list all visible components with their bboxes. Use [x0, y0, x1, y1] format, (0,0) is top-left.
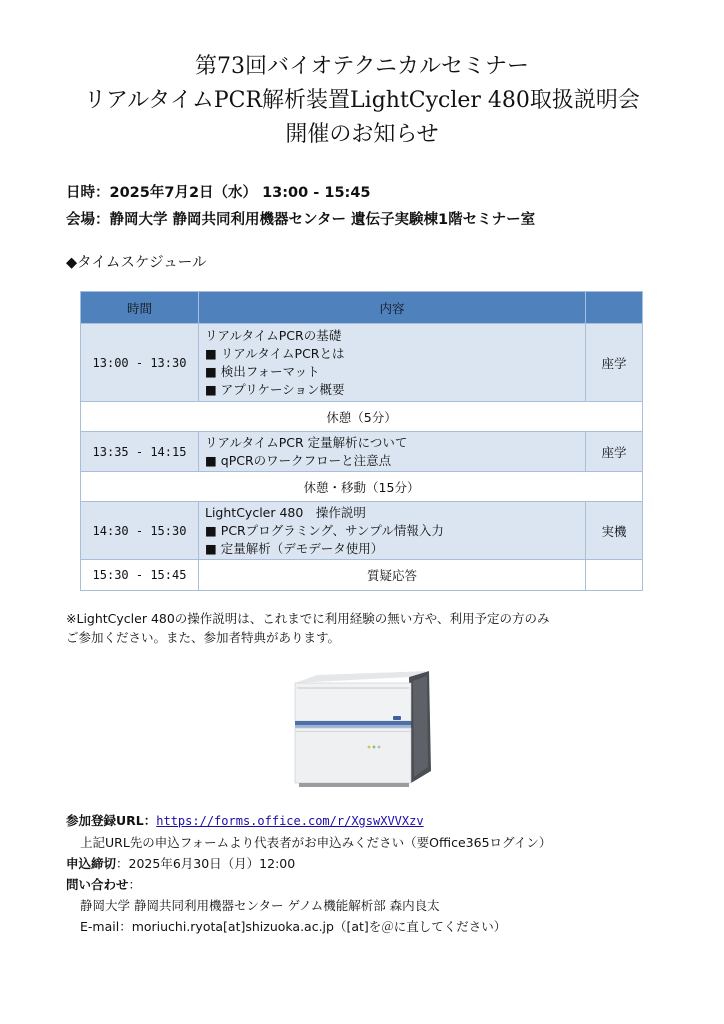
row-content: [199, 432, 586, 472]
content-line: ■ アプリケーション概要: [205, 381, 345, 397]
table-row: [81, 324, 643, 402]
note-line-1: ※LightCycler 480の操作説明は、これまでに利用経験の無い方や、利用予定の方のみ: [66, 611, 550, 626]
deadline-label: 申込締切: [66, 856, 117, 871]
title-line-2: リアルタイムPCR解析装置LightCycler 480取扱説明会: [84, 88, 640, 113]
content-line: リアルタイムPCR 定量解析について: [205, 434, 408, 450]
break-label: 休憩・移動（15分）: [81, 472, 643, 502]
schedule-table: [80, 291, 643, 591]
registration-note: 上記URL先の申込フォームより代表者がお申込みください（要Office365ログイン）: [80, 835, 552, 850]
title-line-3: 開催のお知らせ: [285, 122, 439, 147]
row-time: 15:30 - 15:45: [81, 560, 199, 591]
registration-label: 参加登録URL：: [66, 813, 157, 828]
contact-label: 問い合わせ: [66, 877, 129, 892]
title-line-1: 第73回バイオテクニカルセミナー: [194, 54, 529, 79]
registration-link[interactable]: https://forms.office.com/r/XgswXVVXzv: [156, 814, 424, 828]
row-time: 13:35 - 14:15: [81, 432, 199, 472]
header-time: 時間: [81, 292, 199, 324]
content-line: ■ PCRプログラミング、サンプル情報入力: [205, 522, 444, 538]
event-datetime: 日時：2025年7月2日（水） 13:00 - 15:45: [66, 185, 371, 201]
table-row: [81, 502, 643, 560]
row-kind: 実機: [586, 502, 643, 560]
table-row: [81, 560, 643, 591]
deadline-value: ：2025年6月30日（月）12:00: [116, 856, 296, 871]
table-row: [81, 432, 643, 472]
content-line: ■ 定量解析（デモデータ使用）: [205, 540, 384, 556]
schedule-heading: ◆タイムスケジュール: [66, 255, 207, 271]
row-kind: 座学: [586, 432, 643, 472]
document-title: [0, 50, 724, 152]
row-time: 13:00 - 13:30: [81, 324, 199, 402]
note-line-2: ご参加ください。また、参加者特典があります。: [66, 630, 341, 645]
row-kind: [586, 560, 643, 591]
content-line: リアルタイムPCRの基礎: [205, 327, 342, 343]
participation-note: [66, 609, 646, 647]
break-label: 休憩（5分）: [81, 402, 643, 432]
header-content: 内容: [199, 292, 586, 324]
row-content: 質疑応答: [199, 560, 586, 591]
row-time: 14:30 - 15:30: [81, 502, 199, 560]
table-row-break: [81, 402, 643, 432]
event-info: [66, 180, 535, 234]
content-line: ■ リアルタイムPCRとは: [205, 345, 345, 361]
row-kind: 座学: [586, 324, 643, 402]
lightcycler-device-image: [291, 667, 433, 795]
contact-colon: ：: [128, 877, 142, 892]
content-line: ■ 検出フォーマット: [205, 363, 320, 379]
row-content: [199, 502, 586, 560]
row-content: [199, 324, 586, 402]
contact-email: E-mail：moriuchi.ryota[at]shizuoka.ac.jp（[at]を＠に直してください）: [80, 919, 507, 934]
content-line: LightCycler 480 操作説明: [205, 504, 366, 520]
header-kind: [586, 292, 643, 324]
table-row-break: [81, 472, 643, 502]
contact-name: 静岡大学 静岡共同利用機器センター ゲノム機能解析部 森内良太: [80, 898, 440, 913]
device-illustration: [291, 667, 433, 795]
content-line: ■ qPCRのワークフローと注意点: [205, 452, 392, 468]
footer-info: [66, 810, 686, 937]
event-venue: 会場：静岡大学 静岡共同利用機器センター 遺伝子実験棟1階セミナー室: [66, 212, 536, 228]
